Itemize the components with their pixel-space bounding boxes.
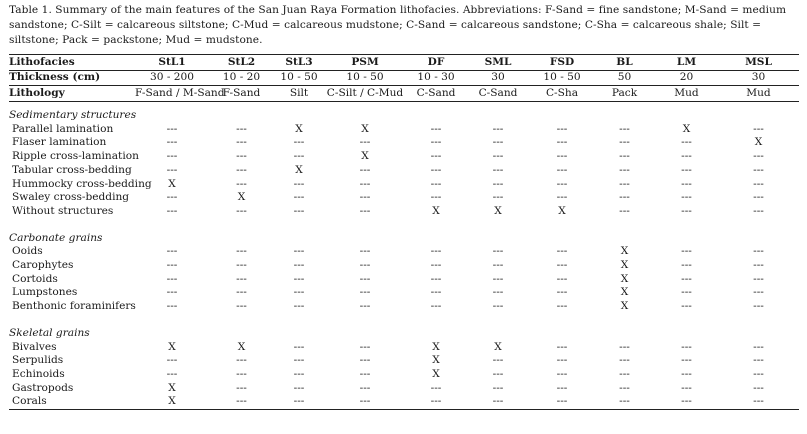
feature-cell: --- [430, 150, 442, 163]
lithofacies-code: StL2 [209, 55, 274, 71]
feature-cell: X [295, 122, 303, 135]
feature-cell: --- [166, 272, 178, 285]
feature-cell: --- [556, 354, 568, 367]
feature-cell: --- [619, 367, 630, 380]
feature-cell: --- [430, 381, 442, 394]
feature-cell: --- [236, 300, 247, 313]
feature-cell: --- [718, 395, 799, 409]
table-row [9, 191, 799, 205]
feature-cell: --- [430, 136, 442, 149]
feature-name: Serpulids [12, 354, 64, 367]
feature-cell: --- [681, 367, 692, 380]
feature-cell: X [168, 381, 176, 394]
feature-cell: --- [293, 367, 305, 380]
thickness-value: 10 - 30 [406, 71, 466, 86]
feature-name: Corals [9, 395, 135, 409]
feature-cell: --- [430, 300, 442, 313]
feature-cell: --- [236, 245, 247, 258]
feature-cell: X [295, 163, 303, 176]
feature-cell: --- [236, 354, 247, 367]
table-row [9, 178, 799, 192]
feature-cell: --- [430, 191, 442, 204]
table-row [9, 273, 799, 287]
feature-cell: --- [492, 381, 504, 394]
feature-cell: --- [492, 367, 504, 380]
table-header [9, 55, 799, 102]
feature-name: Lumpstones [12, 286, 78, 299]
feature-cell: --- [359, 163, 371, 176]
feature-cell: --- [619, 163, 630, 176]
feature-cell: X [620, 259, 629, 272]
feature-cell: --- [236, 163, 247, 176]
section-title: Sedimentary structures [9, 109, 137, 121]
feature-cell: --- [492, 259, 504, 272]
feature-cell: --- [556, 259, 568, 272]
feature-name: Benthonic foraminifers [12, 300, 136, 313]
feature-cell: --- [753, 122, 764, 135]
feature-cell: --- [359, 191, 371, 204]
feature-cell: --- [166, 367, 178, 380]
table-caption: Table 1. Summary of the main features of the San Juan Raya Formation lithofacies. Abbreviations: F-Sand = fine sandstone; M-Sand = medium sandstone; C-Silt = calcareous siltstone; C-Mud = calcareous mudstone; C-Sand = calcareous sandstone; C-Sha = calcareous shale; Silt = siltstone; Pack = packstone; Mud = mudstone. [9, 4, 787, 46]
lithology-value: F-Sand / M-Sand [135, 86, 209, 102]
lithofacies-code: StL1 [135, 55, 209, 71]
table-row [9, 286, 799, 300]
feature-cell: --- [681, 191, 692, 204]
feature-cell: --- [753, 191, 764, 204]
feature-cell: --- [681, 204, 692, 217]
feature-cell: --- [293, 340, 305, 353]
lithology-value: F-Sand [209, 86, 274, 102]
feature-cell: X [432, 367, 440, 380]
feature-cell: --- [359, 136, 371, 149]
feature-name: Echinoids [12, 367, 65, 380]
feature-cell: --- [359, 259, 371, 272]
feature-cell: --- [753, 340, 764, 353]
feature-cell: --- [619, 150, 630, 163]
feature-cell: --- [492, 286, 504, 299]
lithofacies-code: StL3 [274, 55, 324, 71]
feature-cell: --- [359, 272, 371, 285]
feature-cell: --- [556, 272, 568, 285]
header-row-lithology [9, 86, 799, 102]
table-row [9, 354, 799, 368]
lithofacies-table [9, 54, 799, 410]
table-row [9, 150, 799, 164]
feature-cell: --- [619, 122, 630, 135]
feature-cell: --- [236, 381, 247, 394]
feature-cell: --- [166, 204, 178, 217]
feature-cell: --- [293, 150, 305, 163]
feature-cell: --- [753, 272, 764, 285]
feature-cell: --- [492, 191, 504, 204]
feature-cell: --- [359, 245, 371, 258]
feature-name: Gastropods [12, 381, 74, 394]
feature-cell: --- [753, 150, 764, 163]
feature-cell: --- [236, 122, 247, 135]
feature-cell: --- [166, 245, 178, 258]
feature-cell: --- [166, 136, 178, 149]
feature-name: Ripple cross-lamination [12, 150, 139, 163]
feature-cell: --- [753, 163, 764, 176]
feature-cell: --- [619, 340, 630, 353]
section-heading-row [9, 102, 799, 123]
feature-name: Ooids [12, 245, 43, 258]
table-row [9, 368, 799, 382]
feature-cell: --- [492, 177, 504, 190]
thickness-value: 10 - 50 [324, 71, 406, 86]
feature-cell: --- [556, 122, 568, 135]
feature-cell: --- [236, 177, 247, 190]
feature-cell: --- [166, 150, 178, 163]
feature-cell: X [432, 340, 440, 353]
thickness-value: 50 [594, 71, 655, 86]
thickness-value: 30 - 200 [135, 71, 209, 86]
feature-cell: --- [209, 395, 274, 409]
feature-cell: --- [619, 136, 630, 149]
table-row [9, 164, 799, 178]
feature-cell: --- [492, 122, 504, 135]
feature-cell: --- [619, 381, 630, 394]
feature-cell: --- [681, 259, 692, 272]
table-body [9, 102, 799, 410]
feature-cell: --- [681, 354, 692, 367]
feature-cell: --- [430, 122, 442, 135]
feature-cell: --- [492, 272, 504, 285]
feature-cell: X [754, 136, 763, 149]
table-row [9, 205, 799, 219]
thickness-value: 10 - 20 [209, 71, 274, 86]
feature-cell: --- [681, 245, 692, 258]
feature-cell: --- [753, 300, 764, 313]
header-row-lithofacies [9, 55, 799, 71]
feature-cell: --- [556, 340, 568, 353]
feature-cell: X [620, 245, 629, 258]
feature-cell: --- [556, 300, 568, 313]
table-row [9, 395, 799, 409]
feature-cell: --- [466, 395, 530, 409]
feature-cell: --- [236, 272, 247, 285]
feature-cell: X [168, 340, 176, 353]
feature-cell: --- [236, 204, 247, 217]
section-heading-row [9, 320, 799, 341]
feature-cell: --- [753, 177, 764, 190]
feature-cell: --- [293, 136, 305, 149]
feature-name: Bivalves [12, 340, 57, 353]
lithology-label: Lithology [9, 86, 135, 102]
feature-cell: --- [236, 136, 247, 149]
feature-cell: --- [681, 286, 692, 299]
feature-cell: --- [556, 136, 568, 149]
feature-cell: --- [753, 204, 764, 217]
feature-name: Hummocky cross-bedding [12, 177, 152, 190]
lithology-value: C-Sand [466, 86, 530, 102]
feature-cell: --- [430, 272, 442, 285]
feature-cell: --- [753, 354, 764, 367]
feature-cell: X [135, 395, 209, 409]
feature-cell: --- [556, 150, 568, 163]
lithofacies-code: DF [406, 55, 466, 71]
feature-cell: --- [293, 245, 305, 258]
table-row [9, 300, 799, 314]
feature-cell: --- [166, 259, 178, 272]
feature-cell: --- [359, 204, 371, 217]
feature-cell: --- [293, 286, 305, 299]
feature-cell: --- [556, 163, 568, 176]
feature-cell: --- [293, 259, 305, 272]
feature-cell: --- [681, 340, 692, 353]
thickness-value: 10 - 50 [274, 71, 324, 86]
lithology-value: C-Silt / C-Mud [324, 86, 406, 102]
thickness-value: 30 [718, 71, 799, 86]
lithofacies-code: MSL [718, 55, 799, 71]
header-row-thickness [9, 71, 799, 86]
feature-cell: --- [492, 150, 504, 163]
feature-cell: --- [274, 395, 324, 409]
feature-cell: --- [594, 395, 655, 409]
thickness-value: 30 [466, 71, 530, 86]
feature-name: Without structures [12, 204, 114, 217]
lithology-value: Pack [594, 86, 655, 102]
thickness-value: 20 [655, 71, 718, 86]
feature-cell: --- [492, 245, 504, 258]
section-title: Skeletal grains [9, 326, 90, 339]
feature-cell: --- [681, 136, 692, 149]
feature-cell: --- [619, 204, 630, 217]
feature-cell: --- [324, 395, 406, 409]
feature-cell: --- [293, 300, 305, 313]
thickness-label: Thickness (cm) [9, 71, 135, 86]
lithofacies-code: SML [466, 55, 530, 71]
feature-cell: --- [753, 259, 764, 272]
feature-cell: --- [236, 367, 247, 380]
table-row [9, 341, 799, 355]
table-row [9, 123, 799, 137]
lithology-value: Silt [274, 86, 324, 102]
section-heading-row [9, 225, 799, 246]
feature-cell: --- [359, 286, 371, 299]
feature-cell: X [494, 204, 502, 217]
feature-cell: X [168, 177, 176, 190]
table-row [9, 136, 799, 150]
feature-cell: --- [236, 286, 247, 299]
feature-cell: --- [166, 286, 178, 299]
feature-cell: --- [293, 354, 305, 367]
feature-cell: X [432, 204, 440, 217]
feature-cell: X [432, 354, 440, 367]
feature-cell: X [494, 340, 502, 353]
feature-cell: --- [359, 340, 371, 353]
feature-cell: --- [619, 191, 630, 204]
feature-cell: --- [293, 177, 305, 190]
feature-cell: --- [359, 300, 371, 313]
feature-cell: --- [556, 191, 568, 204]
feature-cell: X [237, 191, 246, 204]
feature-name: Parallel lamination [12, 122, 114, 135]
feature-cell: --- [359, 177, 371, 190]
feature-cell: --- [681, 163, 692, 176]
lithofacies-code: PSM [324, 55, 406, 71]
feature-name: Swaley cross-bedding [12, 191, 130, 204]
feature-cell: X [558, 204, 566, 217]
feature-cell: --- [166, 300, 178, 313]
lithology-value: Mud [655, 86, 718, 102]
feature-cell: --- [359, 354, 371, 367]
feature-cell: --- [166, 191, 178, 204]
section-title: Carbonate grains [9, 231, 103, 244]
lithofacies-code: FSD [530, 55, 594, 71]
feature-cell: X [620, 286, 629, 299]
feature-cell: --- [681, 381, 692, 394]
lithofacies-label: Lithofacies [9, 55, 135, 71]
feature-cell: --- [293, 381, 305, 394]
feature-cell: --- [406, 395, 466, 409]
feature-cell: --- [236, 259, 247, 272]
feature-cell: --- [430, 163, 442, 176]
feature-cell: --- [166, 354, 178, 367]
table-row [9, 245, 799, 259]
feature-cell: --- [556, 245, 568, 258]
feature-cell: --- [753, 245, 764, 258]
lithofacies-code: LM [655, 55, 718, 71]
lithology-value: C-Sand [406, 86, 466, 102]
feature-cell: --- [492, 354, 504, 367]
table-row [9, 382, 799, 396]
feature-name: Flaser lamination [12, 136, 107, 149]
feature-cell: X [361, 122, 369, 135]
feature-cell: --- [166, 163, 178, 176]
feature-cell: --- [753, 286, 764, 299]
feature-name: Carophytes [12, 259, 74, 272]
feature-cell: --- [619, 177, 630, 190]
feature-cell: --- [236, 150, 247, 163]
feature-cell: --- [430, 245, 442, 258]
table-row [9, 259, 799, 273]
feature-cell: X [237, 340, 246, 353]
feature-cell: --- [556, 177, 568, 190]
feature-cell: --- [430, 259, 442, 272]
feature-cell: --- [556, 286, 568, 299]
feature-cell: --- [359, 367, 371, 380]
feature-cell: --- [530, 395, 594, 409]
feature-cell: --- [166, 122, 178, 135]
feature-cell: --- [681, 300, 692, 313]
feature-cell: --- [492, 136, 504, 149]
lithofacies-code: BL [594, 55, 655, 71]
feature-cell: --- [556, 367, 568, 380]
feature-cell: --- [556, 381, 568, 394]
feature-cell: X [682, 122, 691, 135]
feature-cell: --- [293, 191, 305, 204]
feature-cell: --- [293, 204, 305, 217]
lithology-value: Mud [718, 86, 799, 102]
feature-cell: X [620, 272, 629, 285]
feature-cell: --- [430, 177, 442, 190]
feature-cell: --- [681, 150, 692, 163]
feature-cell: --- [753, 367, 764, 380]
feature-cell: X [620, 300, 629, 313]
feature-cell: --- [492, 300, 504, 313]
feature-cell: --- [293, 272, 305, 285]
feature-name: Tabular cross-bedding [12, 163, 132, 176]
thickness-value: 10 - 50 [530, 71, 594, 86]
feature-cell: X [361, 150, 369, 163]
feature-cell: --- [492, 163, 504, 176]
lithology-value: C-Sha [530, 86, 594, 102]
feature-cell: --- [655, 395, 718, 409]
feature-cell: --- [619, 354, 630, 367]
feature-cell: --- [681, 177, 692, 190]
feature-cell: --- [681, 272, 692, 285]
feature-cell: --- [430, 286, 442, 299]
feature-name: Cortoids [12, 272, 58, 285]
feature-cell: --- [753, 381, 764, 394]
feature-cell: --- [359, 381, 371, 394]
